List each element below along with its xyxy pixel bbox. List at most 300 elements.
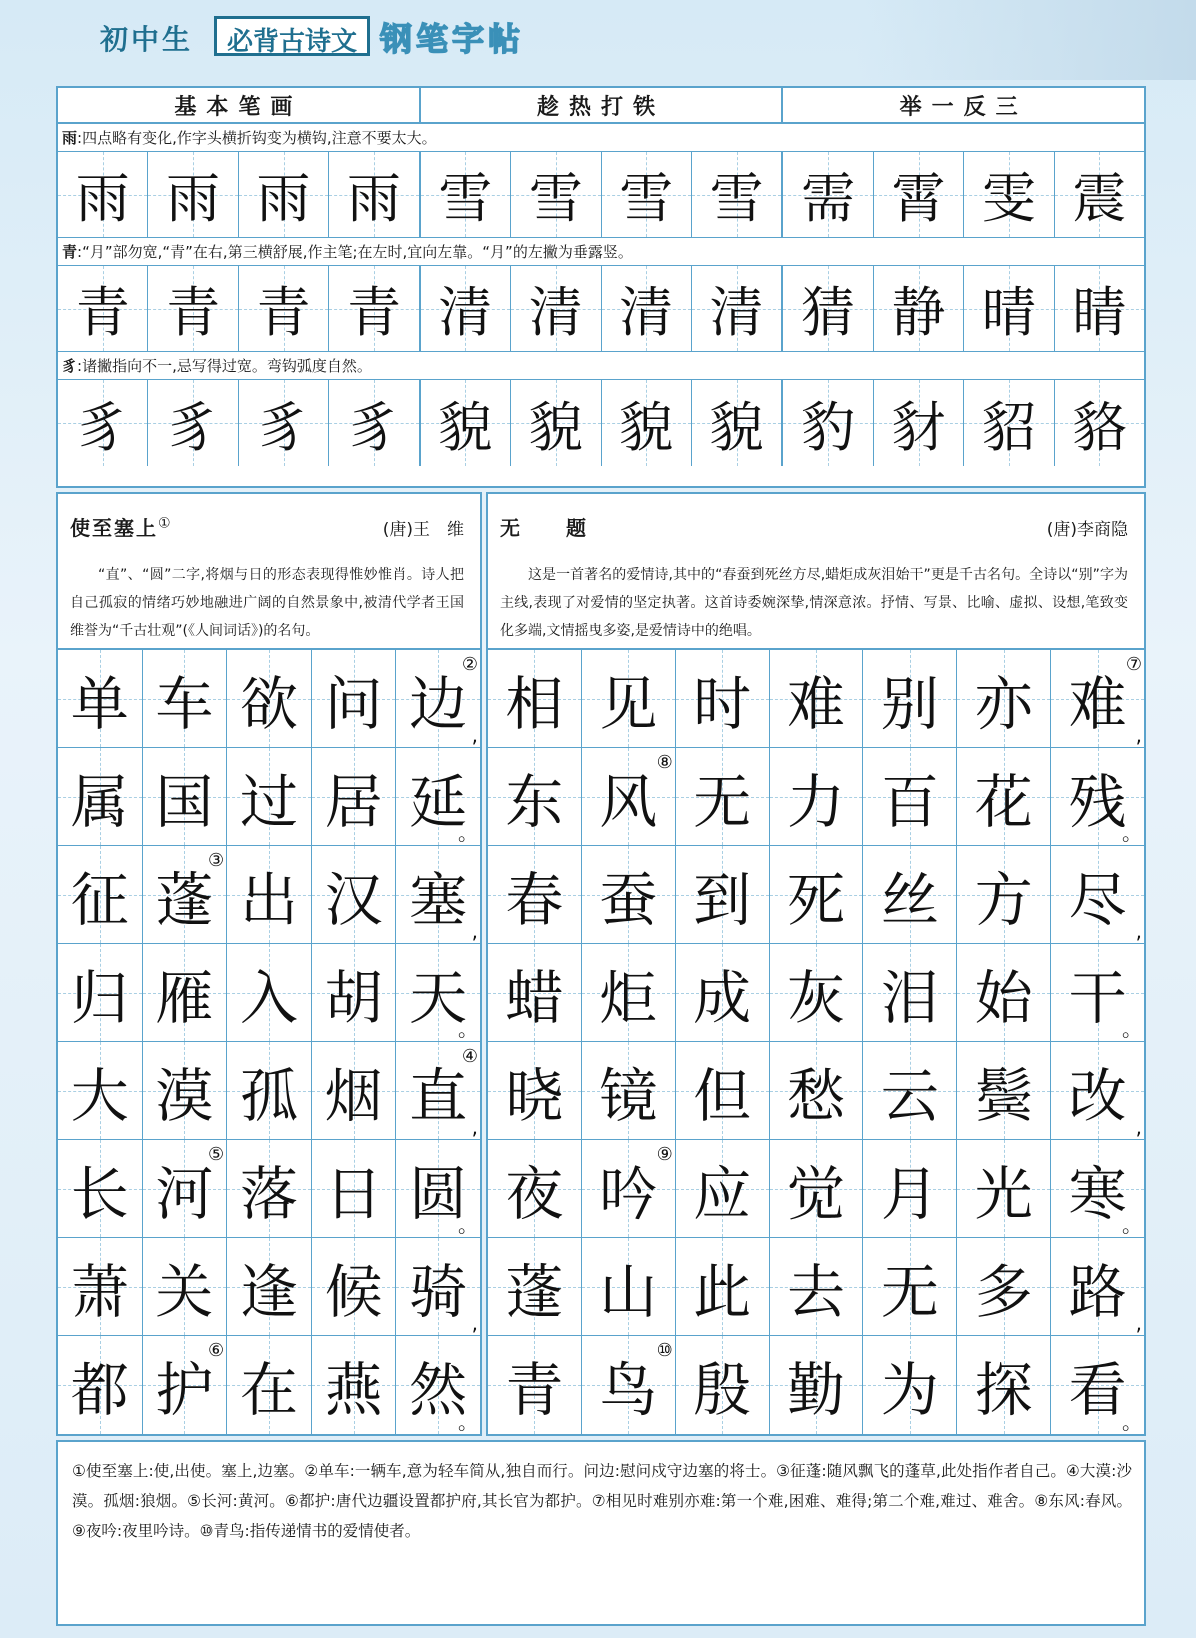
poem-line — [58, 1336, 480, 1434]
poem-shi-zhi-sai-shang — [56, 492, 482, 1436]
practice-cell — [963, 266, 1053, 351]
poem-cell — [1050, 748, 1144, 845]
poem-char: 天 — [409, 963, 468, 1032]
poem-cell — [58, 650, 142, 747]
poem-cell — [395, 748, 480, 845]
punctuation: , — [1135, 1311, 1143, 1335]
poem-cell — [1050, 1238, 1144, 1335]
poem-cell — [769, 846, 863, 943]
practice-char: 雨 — [166, 167, 221, 230]
poem-char: 寒 — [1068, 1159, 1127, 1228]
poem-cell — [226, 944, 311, 1041]
practice-cell — [963, 380, 1053, 466]
poem-char: 难 — [787, 669, 846, 738]
poem-char: 觉 — [787, 1159, 846, 1228]
poem-char: 入 — [239, 963, 298, 1032]
poem-cell — [58, 1336, 142, 1434]
poem-cell — [395, 1140, 480, 1237]
practice-char: 青 — [75, 281, 130, 344]
practice-cell — [419, 380, 510, 466]
poem-char: 月 — [880, 1159, 939, 1228]
poem-cell — [488, 650, 581, 747]
punctuation: , — [471, 1311, 478, 1335]
poem-cell — [395, 1336, 480, 1434]
poem-cell — [226, 1336, 311, 1434]
poem-cell — [395, 846, 480, 943]
poem-char: 方 — [974, 865, 1033, 934]
practice-cell — [238, 266, 328, 351]
practice-char: 豹 — [801, 395, 856, 459]
practice-char: 静 — [891, 281, 946, 344]
poem-cell — [142, 1238, 227, 1335]
poem-char: 问 — [324, 669, 383, 738]
footnotes-text: ①使至塞上:使,出使。塞上,边塞。②单车:一辆车,意为轻车简从,独自而行。问边:慰问戍守边塞的将士。③征蓬:随风飘飞的蓬草,此处指作者自己。④大漠:沙漠。孤烟:狼烟。⑤长河:黄河。⑥都护:唐代边疆设置都护府,其长官为都护。⑦相见时难别亦难:第一个难,困难、难得;第二个难,难过、难舍。⑧东风:春风。⑨夜吟:夜里吟诗。⑩青鸟:指传递情书的爱情使者。 — [72, 1462, 1132, 1540]
poem-cell — [581, 748, 675, 845]
poem-cell — [769, 1042, 863, 1139]
practice-char: 貌 — [438, 395, 493, 459]
poem-cell — [1050, 846, 1144, 943]
poem-char: 应 — [693, 1159, 752, 1228]
practice-char: 貂 — [981, 395, 1036, 459]
poem-cell — [675, 1140, 769, 1237]
poem-char: 护 — [155, 1356, 214, 1424]
poem-cell — [395, 1042, 480, 1139]
poem-cell — [1050, 1042, 1144, 1139]
poem-char: 干 — [1068, 963, 1127, 1032]
poem-cell — [395, 1238, 480, 1335]
poem-char: 时 — [693, 669, 752, 738]
practice-cell — [328, 380, 418, 466]
poem-char: 尽 — [1068, 865, 1127, 934]
practice-cell — [58, 152, 147, 237]
poem-char: 在 — [239, 1356, 298, 1424]
poem-cell — [58, 944, 142, 1041]
practice-cell — [238, 152, 328, 237]
poem-cell — [675, 1336, 769, 1434]
practice-cell — [873, 380, 963, 466]
poem-char: 大 — [70, 1061, 129, 1130]
punctuation: 。 — [457, 821, 478, 845]
poem-char: 云 — [880, 1061, 939, 1130]
poem-char: 为 — [880, 1356, 939, 1424]
poem-header — [58, 494, 480, 648]
poem-char: 此 — [693, 1257, 752, 1326]
poem-line — [488, 944, 1144, 1042]
practice-cell — [1054, 266, 1144, 351]
punctuation: , — [1135, 1115, 1143, 1139]
poem-cell — [581, 650, 675, 747]
poem-line — [488, 748, 1144, 846]
poem-char: 夜 — [505, 1159, 564, 1228]
poem-line — [488, 1140, 1144, 1238]
poem-char: 燕 — [324, 1356, 383, 1424]
punctuation: 。 — [1122, 821, 1143, 845]
poem-char: 日 — [324, 1159, 383, 1228]
punctuation: , — [1135, 919, 1143, 943]
punctuation: 。 — [1122, 1213, 1143, 1237]
poem-cell — [395, 650, 480, 747]
poem-cell — [675, 1238, 769, 1335]
poem-char: 征 — [70, 865, 129, 934]
poem-char: 孤 — [239, 1061, 298, 1130]
poem-intro: “直”、“圆”二字,将烟与日的形态表现得惟妙惟肖。诗人把自己孤寂的情绪巧妙地融进广阔的自然景象中,被清代学者王国维誉为“千古壮观”(《人间词话》)的名句。 — [70, 567, 464, 639]
punctuation: 。 — [457, 1410, 478, 1434]
poem-char: 胡 — [324, 963, 383, 1032]
poem-line — [488, 1238, 1144, 1336]
poem-char: 炬 — [599, 963, 658, 1032]
poem-cell — [581, 1140, 675, 1237]
practice-char: 雪 — [528, 167, 583, 230]
practice-char: 震 — [1072, 167, 1127, 230]
practice-cell — [419, 152, 510, 237]
practice-char: 雨 — [346, 167, 401, 230]
footnotes-panel — [56, 1440, 1146, 1626]
poem-char: 汉 — [324, 865, 383, 934]
practice-char: 需 — [801, 167, 856, 230]
punctuation: 。 — [1122, 1410, 1143, 1434]
poem-char: 延 — [409, 767, 468, 836]
poem-cell — [862, 1140, 956, 1237]
poem-cell — [311, 1336, 396, 1434]
poem-char: 难 — [1068, 669, 1127, 738]
poem-char: 风 — [599, 767, 658, 836]
practice-cell — [58, 380, 147, 466]
punctuation: 。 — [457, 1213, 478, 1237]
poem-char: 候 — [324, 1257, 383, 1326]
practice-char: 清 — [619, 281, 674, 344]
poem-cell — [769, 748, 863, 845]
practice-char: 豸 — [166, 395, 221, 459]
poem-title-note-mark: ① — [158, 515, 173, 532]
practice-cell — [691, 380, 781, 466]
practice-cell — [781, 266, 872, 351]
practice-char: 豸 — [346, 395, 401, 459]
practice-char: 雪 — [438, 167, 493, 230]
practice-char: 雪 — [619, 167, 674, 230]
practice-char: 青 — [256, 281, 311, 344]
poem-char: 欲 — [239, 669, 298, 738]
poem-char: 归 — [70, 963, 129, 1032]
stroke-note-text: :四点略有变化,作字头横折钩变为横钩,注意不要太大。 — [77, 129, 437, 147]
page-header — [0, 0, 1196, 78]
practice-cell — [419, 266, 510, 351]
poem-char: 光 — [974, 1159, 1033, 1228]
practice-cell — [510, 380, 600, 466]
poem-char: 直 — [409, 1061, 468, 1130]
poem-cell — [226, 1042, 311, 1139]
poem-cell — [956, 1140, 1050, 1237]
poem-char: 边 — [409, 669, 468, 738]
poem-char: 单 — [70, 669, 129, 738]
poem-cell — [769, 944, 863, 1041]
poem-cell — [862, 1238, 956, 1335]
poem-title: 无 题 — [500, 516, 588, 540]
practice-cell — [691, 266, 781, 351]
poem-char: 萧 — [70, 1257, 129, 1326]
poem-cell — [488, 748, 581, 845]
poem-char: 长 — [70, 1159, 129, 1228]
poem-char: 雁 — [155, 963, 214, 1032]
poem-intro: 这是一首著名的爱情诗,其中的“春蚕到死丝方尽,蜡炬成灰泪始干”更是千古名句。全诗以“别”字为主线,表现了对爱情的坚定执著。这首诗委婉深挚,情深意浓。抒情、写景、比喻、虚拟、设想,笔致变化多端,文情摇曳多姿,是爱情诗中的绝唱。 — [500, 567, 1128, 639]
stroke-note — [58, 124, 1144, 152]
poem-cell — [311, 650, 396, 747]
poem-cell — [862, 944, 956, 1041]
poem-cell — [675, 1042, 769, 1139]
poem-cell — [311, 748, 396, 845]
footnote-mark: ③ — [208, 850, 225, 871]
practice-char: 貌 — [528, 395, 583, 459]
practice-char: 雪 — [709, 167, 764, 230]
poem-cell — [58, 748, 142, 845]
poem-char: 多 — [974, 1257, 1033, 1326]
poem-char: 到 — [693, 865, 752, 934]
poem-cell — [142, 1042, 227, 1139]
poem-cell — [488, 1238, 581, 1335]
practice-char: 雨 — [75, 167, 130, 230]
footnote-mark: ⑨ — [656, 1144, 673, 1165]
stroke-note-key: 豸 — [62, 357, 78, 375]
poem-char: 花 — [974, 767, 1033, 836]
poem-char: 但 — [693, 1061, 752, 1130]
practice-char: 清 — [709, 281, 764, 344]
poem-char: 成 — [693, 963, 752, 1032]
poem-char: 东 — [505, 767, 564, 836]
stroke-note-key: 雨 — [62, 129, 78, 147]
practice-cell — [691, 152, 781, 237]
poem-cell — [581, 846, 675, 943]
footnote-mark: ⑧ — [656, 752, 673, 773]
poem-cell — [226, 1238, 311, 1335]
poem-cell — [58, 1042, 142, 1139]
poem-cell — [142, 650, 227, 747]
poem-char: 泪 — [880, 963, 939, 1032]
poem-line — [58, 1140, 480, 1238]
practice-char: 貌 — [619, 395, 674, 459]
practice-cell — [510, 152, 600, 237]
poem-char: 居 — [324, 767, 383, 836]
stroke-note-key: 青 — [62, 243, 78, 261]
poem-char: 殷 — [693, 1356, 752, 1424]
practice-cell — [873, 152, 963, 237]
practice-char: 豸 — [256, 395, 311, 459]
practice-cell — [147, 266, 237, 351]
poem-cell — [58, 846, 142, 943]
poem-cell — [956, 1336, 1050, 1434]
poem-char: 探 — [974, 1356, 1033, 1424]
practice-char: 豸 — [75, 395, 130, 459]
poem-cell — [488, 1042, 581, 1139]
practice-cell — [1054, 152, 1144, 237]
poem-char: 灰 — [787, 963, 846, 1032]
poem-cell — [862, 1336, 956, 1434]
poem-cell — [956, 944, 1050, 1041]
poem-line — [58, 1042, 480, 1140]
poem-char: 始 — [974, 963, 1033, 1032]
practice-cell — [147, 152, 237, 237]
poem-char: 烟 — [324, 1061, 383, 1130]
poem-char: 春 — [505, 865, 564, 934]
practice-char: 清 — [528, 281, 583, 344]
poem-char: 无 — [880, 1257, 939, 1326]
footnote-mark: ④ — [461, 1046, 478, 1067]
poem-char: 属 — [70, 767, 129, 836]
poem-char: 蜡 — [505, 963, 564, 1032]
poem-cell — [862, 1042, 956, 1139]
footnote-mark: ⑦ — [1125, 654, 1143, 675]
practice-cell — [873, 266, 963, 351]
poem-char: 相 — [505, 669, 564, 738]
practice-rows — [58, 124, 1144, 466]
punctuation: , — [471, 723, 478, 747]
stroke-note-text: :诸撇指向不一,忌写得过宽。弯钩弧度自然。 — [77, 357, 372, 375]
poem-cell — [675, 846, 769, 943]
header-series-label: 必背古诗文 — [214, 16, 370, 56]
poem-cell — [956, 748, 1050, 845]
poem-cell — [142, 1336, 227, 1434]
poem-char: 关 — [155, 1257, 214, 1326]
poem-char: 镜 — [599, 1061, 658, 1130]
stroke-note — [58, 238, 1144, 266]
practice-char: 霄 — [891, 167, 946, 230]
practice-cell — [328, 152, 418, 237]
poem-cell — [956, 650, 1050, 747]
practice-cell — [238, 380, 328, 466]
practice-char: 雨 — [256, 167, 311, 230]
poem-char: 死 — [787, 865, 846, 934]
practice-cell — [328, 266, 418, 351]
practice-cell — [601, 266, 691, 351]
poem-char-grid — [58, 648, 480, 1434]
poem-char: 圆 — [409, 1159, 468, 1228]
poem-char: 出 — [239, 865, 298, 934]
practice-char-row — [58, 266, 1144, 352]
stroke-note-text: :“月”部勿宽,“青”在右,第三横舒展,作主笔;在左时,宜向左靠。“月”的左撇为垂露竖。 — [77, 243, 633, 261]
poem-cell — [581, 944, 675, 1041]
practice-char: 雯 — [981, 167, 1036, 230]
practice-char: 清 — [438, 281, 493, 344]
poem-char: 去 — [787, 1257, 846, 1326]
poem-author: (唐)王 维 — [382, 520, 464, 540]
footnote-mark: ⑥ — [208, 1340, 225, 1361]
header-book-title: 钢笔字帖 — [380, 20, 525, 58]
poem-char: 吟 — [599, 1159, 658, 1228]
poem-char: 河 — [155, 1159, 214, 1228]
punctuation: 。 — [1122, 1017, 1143, 1041]
poem-line — [58, 944, 480, 1042]
poem-cell — [226, 846, 311, 943]
poem-char: 愁 — [787, 1061, 846, 1130]
poem-line — [58, 650, 480, 748]
poem-cell — [311, 944, 396, 1041]
poem-cell — [675, 944, 769, 1041]
poem-line — [58, 748, 480, 846]
practice-char: 貉 — [1072, 395, 1127, 459]
poem-cell — [956, 846, 1050, 943]
poem-cell — [675, 748, 769, 845]
punctuation: 。 — [457, 1017, 478, 1041]
poem-cell — [142, 748, 227, 845]
practice-char: 猜 — [801, 281, 856, 344]
stroke-practice-panel — [56, 86, 1146, 488]
footnote-mark: ⑤ — [208, 1144, 225, 1165]
footnote-mark: ⑩ — [656, 1340, 673, 1361]
poem-cell — [956, 1238, 1050, 1335]
poem-cell — [769, 1238, 863, 1335]
poem-char: 勤 — [787, 1356, 846, 1424]
poem-line — [488, 1042, 1144, 1140]
poem-char: 百 — [880, 767, 939, 836]
section-headers — [58, 88, 1144, 124]
poem-char: 塞 — [409, 865, 468, 934]
poem-author: (唐)李商隐 — [1046, 520, 1128, 540]
poem-cell — [311, 1140, 396, 1237]
poem-cell — [488, 1336, 581, 1434]
poem-title-row — [500, 512, 1128, 541]
section-practice: 趁热打铁 — [419, 88, 782, 122]
poem-cell — [142, 1140, 227, 1237]
poem-char: 青 — [505, 1356, 564, 1424]
poem-cell — [226, 748, 311, 845]
practice-cell — [510, 266, 600, 351]
stroke-note — [58, 352, 1144, 380]
practice-char: 豺 — [891, 395, 946, 459]
poem-cell — [311, 846, 396, 943]
section-extension: 举一反三 — [781, 88, 1144, 122]
poem-char: 漠 — [155, 1061, 214, 1130]
poem-cell — [1050, 650, 1144, 747]
poem-char: 然 — [409, 1356, 468, 1424]
header-decoration — [856, 0, 1196, 80]
section-basic-strokes: 基本笔画 — [174, 93, 303, 120]
poem-char: 蓬 — [155, 865, 214, 934]
poem-wu-ti — [486, 492, 1146, 1436]
practice-char: 睛 — [1072, 281, 1127, 344]
poem-cell — [1050, 1336, 1144, 1434]
poem-cell — [769, 1336, 863, 1434]
poem-char: 骑 — [409, 1257, 468, 1326]
practice-cell — [963, 152, 1053, 237]
practice-cell — [781, 380, 872, 466]
poem-cell — [1050, 1140, 1144, 1237]
footnote-mark: ② — [461, 654, 478, 675]
poem-line — [58, 846, 480, 944]
poem-char: 鸟 — [599, 1356, 658, 1424]
poem-cell — [956, 1042, 1050, 1139]
poem-cell — [488, 846, 581, 943]
poem-char: 改 — [1068, 1061, 1127, 1130]
poem-cell — [226, 650, 311, 747]
poem-cell — [488, 1140, 581, 1237]
poem-cell — [58, 1140, 142, 1237]
poem-char: 残 — [1068, 767, 1127, 836]
poem-cell — [142, 846, 227, 943]
poem-char: 国 — [155, 767, 214, 836]
punctuation: , — [1135, 723, 1143, 747]
poem-char: 逢 — [239, 1257, 298, 1326]
poem-char: 路 — [1068, 1257, 1127, 1326]
poem-char: 亦 — [974, 669, 1033, 738]
practice-char-row — [58, 152, 1144, 238]
poem-cell — [1050, 944, 1144, 1041]
poem-char: 见 — [599, 669, 658, 738]
poem-cell — [769, 650, 863, 747]
poem-char: 看 — [1068, 1356, 1127, 1424]
header-grade-label: 初中生 — [100, 23, 194, 56]
poem-char: 无 — [693, 767, 752, 836]
poem-line — [488, 846, 1144, 944]
poem-cell — [862, 650, 956, 747]
poem-char: 丝 — [880, 865, 939, 934]
